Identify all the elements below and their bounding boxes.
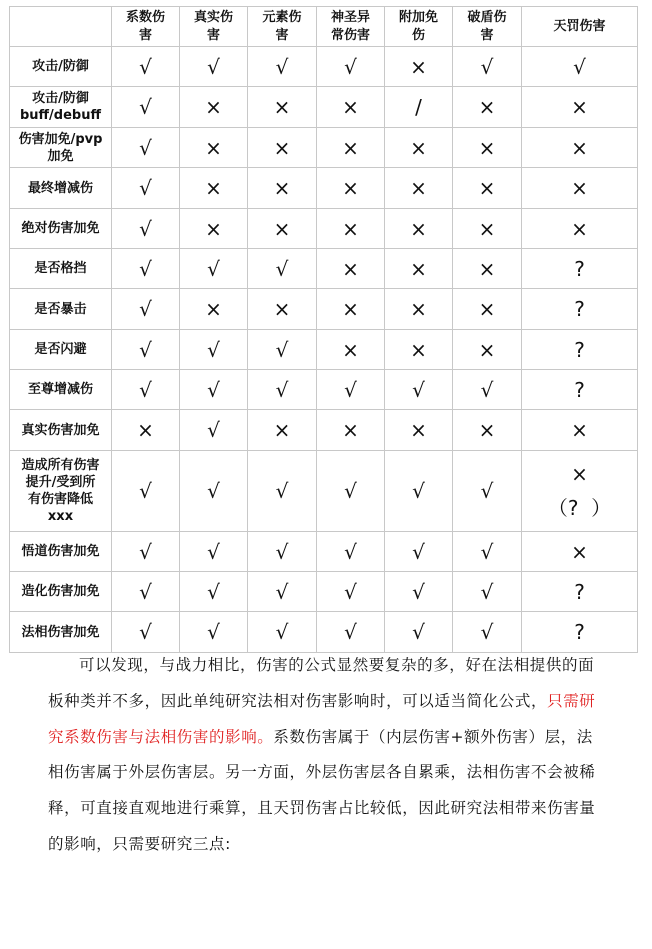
status-mark-cell bbox=[453, 410, 522, 451]
cell-line: 绝对伤害加免 bbox=[21, 221, 100, 236]
status-mark-cell bbox=[248, 451, 317, 532]
row-label bbox=[10, 249, 112, 289]
cell-line: √ bbox=[139, 297, 152, 321]
status-mark-cell bbox=[248, 128, 317, 168]
column-header bbox=[522, 7, 638, 47]
status-mark-cell bbox=[180, 330, 248, 370]
cell-line: √ bbox=[344, 539, 357, 564]
row-label bbox=[10, 370, 112, 410]
cell-line: 法相伤害加免 bbox=[21, 624, 100, 640]
status-mark-cell bbox=[522, 289, 638, 330]
row-label bbox=[10, 410, 112, 451]
status-mark-cell bbox=[248, 87, 317, 128]
cell-line: × bbox=[342, 216, 359, 241]
cell-line: 常伤害 bbox=[330, 27, 370, 43]
cell-line: √ bbox=[275, 337, 289, 362]
cell-line: × bbox=[571, 418, 588, 442]
cell-line: √ bbox=[207, 418, 220, 442]
cell-line: √ bbox=[412, 579, 425, 604]
cell-line: × bbox=[342, 256, 359, 281]
row-label bbox=[10, 330, 112, 370]
status-mark-cell bbox=[385, 410, 453, 451]
cell-line: √ bbox=[344, 620, 357, 644]
status-mark-cell bbox=[385, 370, 453, 410]
status-mark-cell bbox=[522, 532, 638, 572]
status-mark-cell bbox=[453, 451, 522, 532]
status-mark-cell bbox=[248, 47, 317, 87]
cell-line: 天罚伤害 bbox=[553, 18, 606, 34]
status-mark-cell bbox=[248, 370, 317, 410]
cell-line: √ bbox=[344, 377, 357, 402]
status-mark-cell bbox=[180, 532, 248, 572]
table-row bbox=[10, 330, 638, 370]
cell-line: √ bbox=[480, 377, 494, 402]
status-mark-cell bbox=[385, 330, 453, 370]
cell-line: √ bbox=[207, 479, 220, 503]
status-mark-cell bbox=[453, 209, 522, 249]
status-mark-cell bbox=[522, 451, 638, 532]
cell-line: √ bbox=[207, 620, 220, 644]
cell-line: √ bbox=[207, 54, 220, 79]
cell-line: 造成所有伤害 bbox=[21, 458, 100, 473]
status-mark-cell bbox=[317, 370, 385, 410]
cell-line: √ bbox=[207, 539, 220, 564]
status-mark-cell bbox=[112, 289, 180, 330]
row-label bbox=[10, 612, 112, 653]
cell-line: √ bbox=[275, 54, 289, 79]
cell-line: √ bbox=[480, 620, 494, 644]
column-header bbox=[453, 7, 522, 47]
status-mark-cell bbox=[522, 612, 638, 653]
row-label bbox=[10, 47, 112, 87]
status-mark-cell bbox=[180, 47, 248, 87]
cell-line: × bbox=[571, 216, 588, 241]
status-mark-cell bbox=[522, 410, 638, 451]
status-mark-cell bbox=[453, 47, 522, 87]
status-mark-cell bbox=[248, 209, 317, 249]
cell-line: 神圣异 bbox=[330, 9, 370, 25]
table-row bbox=[10, 168, 638, 209]
status-mark-cell bbox=[112, 410, 180, 451]
cell-line: × bbox=[478, 337, 496, 362]
cell-line: ? bbox=[574, 620, 585, 644]
cell-line: √ bbox=[207, 579, 220, 604]
status-mark-cell bbox=[522, 209, 638, 249]
status-mark-cell bbox=[180, 209, 248, 249]
damage-comparison-table bbox=[9, 6, 638, 653]
status-mark-cell bbox=[112, 209, 180, 249]
cell-line: 悟道伤害加免 bbox=[21, 544, 100, 559]
status-mark-cell bbox=[112, 87, 180, 128]
row-label bbox=[10, 87, 112, 128]
cell-line: × bbox=[342, 135, 359, 160]
cell-line: 提升/受到所 bbox=[25, 475, 96, 490]
cell-line: × bbox=[273, 176, 291, 200]
table-row bbox=[10, 451, 638, 532]
status-mark-cell bbox=[317, 289, 385, 330]
cell-line: × bbox=[205, 297, 222, 321]
column-header bbox=[180, 7, 248, 47]
cell-line: 元素伤 bbox=[262, 9, 302, 25]
status-mark-cell bbox=[248, 168, 317, 209]
cell-line: √ bbox=[207, 337, 220, 362]
cell-line: × bbox=[478, 135, 496, 160]
status-mark-cell bbox=[385, 249, 453, 289]
status-mark-cell bbox=[180, 410, 248, 451]
status-mark-cell bbox=[522, 87, 638, 128]
table-row bbox=[10, 572, 638, 612]
status-mark-cell bbox=[522, 249, 638, 289]
column-header bbox=[112, 7, 180, 47]
cell-line: √ bbox=[139, 216, 152, 241]
status-mark-cell bbox=[522, 128, 638, 168]
cell-line: × bbox=[273, 135, 291, 160]
cell-line: 是否格挡 bbox=[34, 261, 87, 276]
cell-line: 害 bbox=[275, 27, 289, 43]
paragraph-text-before: 可以发现，与战力相比，伤害的公式显然要复杂的多，好在法相提供的面板种类并不多，因此单纯研究法相对伤害影响时，可以适当简化公式， bbox=[48, 656, 595, 710]
cell-line: √ bbox=[344, 54, 357, 79]
status-mark-cell bbox=[248, 289, 317, 330]
status-mark-cell bbox=[453, 249, 522, 289]
status-mark-cell bbox=[180, 370, 248, 410]
cell-line: 害 bbox=[480, 27, 494, 43]
status-mark-cell bbox=[180, 612, 248, 653]
cell-line: × bbox=[571, 135, 588, 160]
status-mark-cell bbox=[522, 330, 638, 370]
cell-line: √ bbox=[139, 135, 152, 160]
status-mark-cell bbox=[317, 572, 385, 612]
status-mark-cell bbox=[248, 612, 317, 653]
cell-line: √ bbox=[139, 479, 152, 503]
cell-line: × bbox=[478, 418, 496, 442]
cell-line: × bbox=[273, 418, 291, 442]
status-mark-cell bbox=[385, 168, 453, 209]
cell-line: √ bbox=[573, 54, 586, 79]
table-row bbox=[10, 410, 638, 451]
status-mark-cell bbox=[453, 612, 522, 653]
cell-line: √ bbox=[207, 377, 220, 402]
cell-line: 伤 bbox=[411, 27, 425, 43]
status-mark-cell bbox=[248, 249, 317, 289]
status-mark-cell bbox=[112, 612, 180, 653]
cell-line: × bbox=[410, 54, 427, 79]
cell-line: √ bbox=[480, 579, 494, 604]
status-mark-cell bbox=[385, 451, 453, 532]
status-mark-cell bbox=[112, 370, 180, 410]
cell-line: × bbox=[205, 135, 222, 160]
status-mark-cell bbox=[453, 572, 522, 612]
cell-line: 至尊增减伤 bbox=[27, 382, 93, 397]
cell-line: 攻击/防御 bbox=[32, 59, 89, 74]
cell-line: × bbox=[478, 95, 496, 119]
table-row bbox=[10, 47, 638, 87]
status-mark-cell bbox=[112, 168, 180, 209]
cell-line: × bbox=[410, 216, 427, 241]
status-mark-cell bbox=[522, 572, 638, 612]
cell-line: √ bbox=[412, 377, 425, 402]
cell-line: √ bbox=[207, 256, 220, 281]
cell-line: × bbox=[273, 216, 291, 241]
status-mark-cell bbox=[180, 128, 248, 168]
cell-line: √ bbox=[344, 579, 357, 604]
table-row bbox=[10, 128, 638, 168]
row-label bbox=[10, 289, 112, 330]
cell-line: 最终增减伤 bbox=[27, 180, 93, 196]
status-mark-cell bbox=[317, 451, 385, 532]
row-label bbox=[10, 209, 112, 249]
cell-line: √ bbox=[139, 620, 152, 644]
cell-line: √ bbox=[139, 54, 152, 79]
status-mark-cell bbox=[248, 410, 317, 451]
cell-line: × bbox=[273, 95, 291, 119]
status-mark-cell bbox=[180, 87, 248, 128]
cell-line: √ bbox=[139, 579, 152, 604]
status-mark-cell bbox=[180, 289, 248, 330]
status-mark-cell bbox=[248, 572, 317, 612]
cell-line: ? bbox=[574, 256, 585, 281]
cell-line: × bbox=[410, 418, 427, 442]
cell-line: 造化伤害加免 bbox=[21, 584, 100, 599]
cell-line: √ bbox=[480, 54, 494, 79]
status-mark-cell bbox=[317, 612, 385, 653]
cell-line: × bbox=[571, 176, 588, 200]
status-mark-cell bbox=[385, 209, 453, 249]
status-mark-cell bbox=[522, 168, 638, 209]
cell-line: √ bbox=[275, 539, 289, 564]
cell-line: √ bbox=[275, 377, 289, 402]
header-corner-cell bbox=[10, 7, 112, 47]
table-row bbox=[10, 87, 638, 128]
cell-line: × bbox=[410, 176, 427, 200]
row-label bbox=[10, 128, 112, 168]
status-mark-cell bbox=[317, 47, 385, 87]
column-header bbox=[385, 7, 453, 47]
table-row bbox=[10, 612, 638, 653]
cell-line: 害 bbox=[138, 27, 152, 43]
status-mark-cell bbox=[180, 572, 248, 612]
cell-line: √ bbox=[275, 620, 289, 644]
status-mark-cell bbox=[385, 128, 453, 168]
row-label bbox=[10, 168, 112, 209]
cell-line: × bbox=[478, 256, 496, 281]
status-mark-cell bbox=[385, 612, 453, 653]
cell-line: √ bbox=[480, 479, 494, 503]
cell-line: × bbox=[205, 176, 222, 200]
cell-line: 真实伤 bbox=[193, 9, 233, 25]
status-mark-cell bbox=[453, 330, 522, 370]
table-row bbox=[10, 532, 638, 572]
status-mark-cell bbox=[317, 128, 385, 168]
status-mark-cell bbox=[453, 370, 522, 410]
cell-line: √ bbox=[139, 337, 152, 362]
status-mark-cell bbox=[317, 532, 385, 572]
status-mark-cell bbox=[248, 532, 317, 572]
status-mark-cell bbox=[112, 572, 180, 612]
cell-line: √ bbox=[344, 479, 357, 503]
cell-line: ? bbox=[574, 337, 585, 362]
cell-line: √ bbox=[139, 176, 152, 200]
cell-line: √ bbox=[412, 620, 425, 644]
cell-line: × bbox=[410, 297, 427, 321]
cell-line: × bbox=[571, 95, 588, 119]
cell-line: √ bbox=[275, 579, 289, 604]
header-row bbox=[10, 7, 638, 47]
cell-line: × bbox=[205, 95, 222, 119]
status-mark-cell bbox=[522, 47, 638, 87]
cell-line: 有伤害降低 bbox=[27, 492, 93, 507]
status-mark-cell bbox=[385, 289, 453, 330]
cell-line: × bbox=[410, 135, 427, 160]
cell-line: 破盾伤 bbox=[467, 9, 507, 25]
table-row bbox=[10, 249, 638, 289]
cell-line: 伤害加免/pvp bbox=[18, 131, 103, 147]
cell-line: √ bbox=[139, 539, 152, 564]
status-mark-cell bbox=[317, 249, 385, 289]
cell-line: × bbox=[342, 176, 359, 200]
cell-line: × bbox=[478, 297, 496, 321]
cell-line: √ bbox=[275, 479, 289, 503]
cell-line: √ bbox=[139, 95, 152, 119]
cell-line: √ bbox=[139, 256, 152, 281]
status-mark-cell bbox=[180, 168, 248, 209]
body-paragraph bbox=[48, 648, 608, 863]
paragraph-highlight: 只需研究系数伤害与法相伤害的影响。 bbox=[48, 691, 596, 746]
cell-line: × bbox=[342, 297, 359, 321]
table-row bbox=[10, 289, 638, 330]
cell-line: ? bbox=[574, 377, 585, 402]
table-row bbox=[10, 209, 638, 249]
status-mark-cell bbox=[453, 532, 522, 572]
status-mark-cell bbox=[112, 249, 180, 289]
status-mark-cell bbox=[317, 410, 385, 451]
cell-line: 系数伤 bbox=[125, 9, 165, 25]
cell-line: × bbox=[342, 95, 359, 119]
cell-line: 是否暴击 bbox=[34, 301, 87, 317]
status-mark-cell bbox=[317, 87, 385, 128]
status-mark-cell bbox=[317, 209, 385, 249]
cell-line: ? bbox=[574, 297, 585, 321]
column-header bbox=[317, 7, 385, 47]
cell-line: 附加免 bbox=[398, 9, 438, 25]
cell-line: √ bbox=[412, 539, 425, 564]
cell-line: ? bbox=[574, 579, 585, 604]
table-body bbox=[10, 47, 638, 653]
status-mark-cell bbox=[453, 128, 522, 168]
cell-line: （? ） bbox=[547, 496, 612, 520]
status-mark-cell bbox=[453, 168, 522, 209]
cell-line: × bbox=[478, 176, 496, 200]
column-header bbox=[248, 7, 317, 47]
row-label bbox=[10, 451, 112, 532]
status-mark-cell bbox=[112, 330, 180, 370]
cell-line: × bbox=[571, 539, 588, 564]
status-mark-cell bbox=[385, 87, 453, 128]
status-mark-cell bbox=[248, 330, 317, 370]
status-mark-cell bbox=[385, 532, 453, 572]
cell-line: 害 bbox=[206, 27, 220, 43]
status-mark-cell bbox=[180, 451, 248, 532]
status-mark-cell bbox=[453, 289, 522, 330]
cell-line: / bbox=[415, 95, 422, 119]
status-mark-cell bbox=[112, 451, 180, 532]
cell-line: × bbox=[273, 297, 291, 321]
cell-line: √ bbox=[480, 539, 494, 564]
cell-line: buff/debuff bbox=[19, 108, 102, 123]
cell-line: × bbox=[137, 418, 154, 442]
cell-line: × bbox=[410, 337, 427, 362]
status-mark-cell bbox=[385, 47, 453, 87]
paragraph-text-after: 系数伤害属于（内层伤害+额外伤害）层，法相伤害属于外层伤害层。另一方面，外层伤害层各自累乘，法相伤害不会被稀释，可直接直观地进行乘算，且天罚伤害占比较低，因此研究法相带来伤害量的影响，只需要研究三点: bbox=[48, 727, 596, 853]
cell-line: × bbox=[478, 216, 496, 241]
cell-line: × bbox=[410, 256, 427, 281]
table-row bbox=[10, 370, 638, 410]
status-mark-cell bbox=[317, 168, 385, 209]
cell-line: × bbox=[205, 216, 222, 241]
cell-line: √ bbox=[275, 256, 289, 281]
cell-line: 加免 bbox=[47, 148, 74, 164]
cell-line: × bbox=[571, 462, 588, 486]
status-mark-cell bbox=[453, 87, 522, 128]
cell-line: √ bbox=[139, 377, 152, 402]
status-mark-cell bbox=[522, 370, 638, 410]
status-mark-cell bbox=[112, 47, 180, 87]
cell-line: 是否闪避 bbox=[34, 342, 87, 357]
cell-line: xxx bbox=[47, 509, 74, 524]
row-label bbox=[10, 532, 112, 572]
row-label bbox=[10, 572, 112, 612]
status-mark-cell bbox=[317, 330, 385, 370]
cell-line: 攻击/防御 bbox=[32, 91, 89, 106]
cell-line: √ bbox=[412, 479, 425, 503]
cell-line: × bbox=[342, 418, 359, 442]
status-mark-cell bbox=[112, 532, 180, 572]
cell-line: 真实伤害加免 bbox=[21, 422, 100, 438]
cell-line: × bbox=[342, 337, 359, 362]
status-mark-cell bbox=[112, 128, 180, 168]
status-mark-cell bbox=[385, 572, 453, 612]
status-mark-cell bbox=[180, 249, 248, 289]
